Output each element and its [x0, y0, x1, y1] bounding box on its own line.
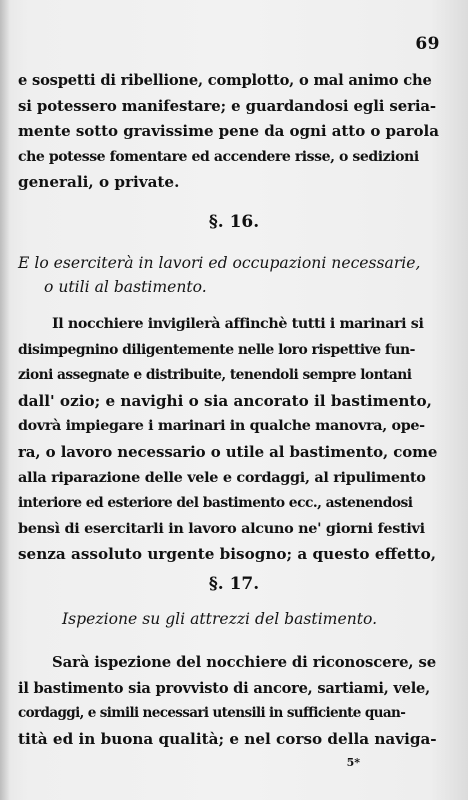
section-16-body — [18, 312, 442, 567]
text-line: dovrà impiegare i marinari in qualche manovra, ope- — [18, 418, 425, 434]
text-line: mente sotto gravissime pene da ogni atto o parola — [18, 122, 439, 140]
signature-mark: 5* — [346, 756, 360, 769]
text-line: si potessero manifestare; e guardandosi egli seria- — [18, 96, 436, 115]
page-number: 69 — [415, 34, 440, 54]
text-line: senza assoluto urgente bisogno; a questo effetto, — [18, 544, 437, 563]
text-line: zioni assegnate e distribuite, tenendoli sempre lontani — [18, 367, 412, 383]
text-line: il bastimento sia provvisto di ancore, sartiami, vele, — [18, 679, 430, 697]
text-line: tità ed in buona qualità; e nel corso della naviga- — [18, 729, 437, 748]
section-16-heading: §. 16. — [208, 212, 260, 232]
text-line: interiore ed esteriore del bastimento ecc., astenendosi — [18, 494, 413, 511]
text-line: bensì di esercitarli in lavoro alcuno ne' giorni festivi — [18, 520, 425, 537]
text-line: alla riparazione delle vele e cordaggi, al ripulimento — [18, 469, 426, 486]
text-line: generali, o private. — [18, 173, 180, 191]
text-line: disimpegnino diligentemente nelle loro rispettive fun- — [18, 341, 415, 358]
section-17-heading: §. 17. — [208, 574, 260, 594]
section-17-title: Ispezione su gli attrezzi del bastimento. — [62, 610, 378, 628]
text-line: e sospetti di ribellione, complotto, o mal animo che — [18, 72, 432, 89]
text-line: dall' ozio; e navighi o sia ancorato il bastimento, — [18, 391, 432, 410]
section-16-title-line-1: E lo eserciterà in lavori ed occupazioni necessarie, — [18, 254, 421, 272]
text-line: Il nocchiere invigilerà affinchè tutti i marinari si — [52, 316, 424, 332]
section-16-title-line-2: o utili al bastimento. — [44, 278, 207, 296]
text-line: cordaggi, e simili necessari utensili in sufficiente quan- — [18, 705, 406, 721]
text-line: ra, o lavoro necessario o utile al bastimento, come — [18, 442, 438, 461]
section-17-body — [18, 650, 442, 752]
paragraph-top — [18, 68, 442, 196]
text-line: Sarà ispezione del nocchiere di riconoscere, se — [52, 653, 436, 671]
text-line: che potesse fomentare ed accendere risse, o sedizioni — [18, 148, 419, 165]
